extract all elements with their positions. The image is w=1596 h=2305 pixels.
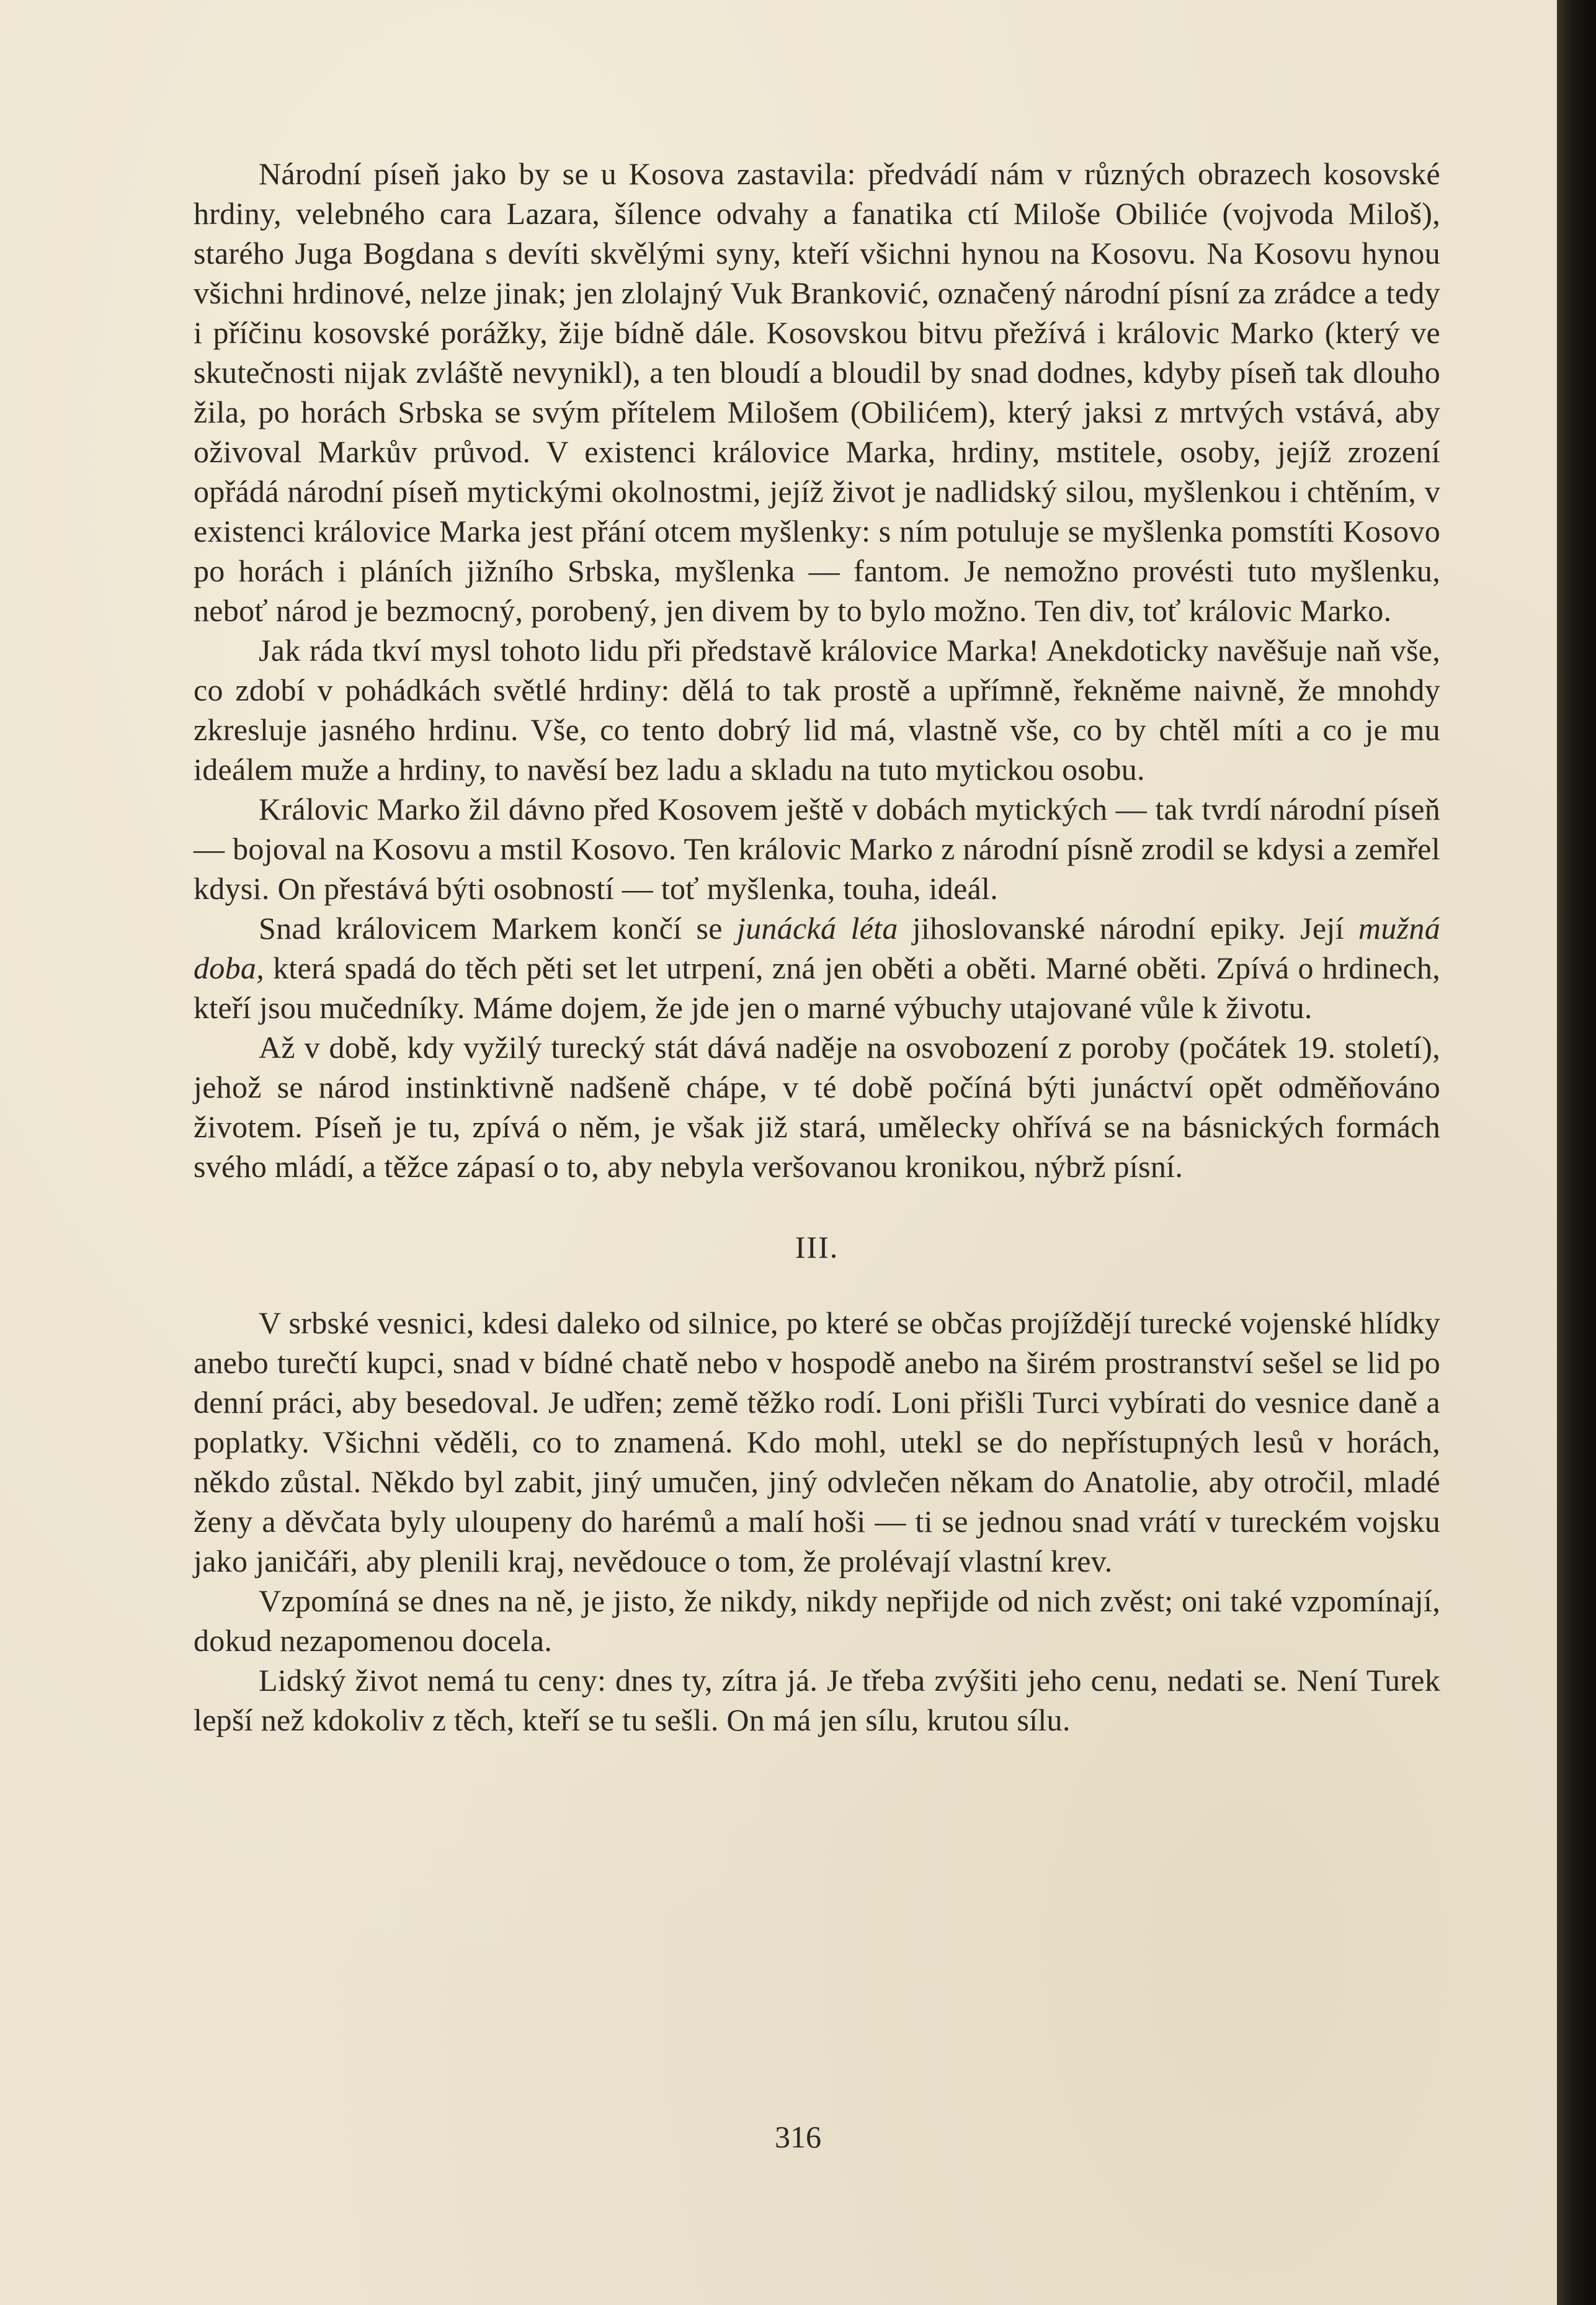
paragraph-serbian-village: V srbské vesnici, kdesi daleko od silnice, po které se občas projíždějí turecké vojenské hlídky anebo turečtí kupci, snad v bídné chatě nebo v hospodě anebo na širém prostranství sešel se lid po denní práci, aby besedoval. Je udřen; země těžko rodí. Loni přišli Turci vybírati do vesnice daně a poplatky. Všichni věděli, co to znamená. Kdo mohl, utekl se do nepřístupných lesů v horách, někdo zůstal. Někdo byl zabit, jiný umučen, jiný odvlečen někam do Anatolie, aby otročil, mladé ženy a děvčata byly uloupeny do harémů a malí hoši — ti se jednou snad vrátí v tureckém vojsku jako janičáři, aby plenili kraj, nevědouce o tom, že prolévají vlastní krev. bbox=[194, 1305, 1440, 1578]
emphasis-muzna-doba: mužná doba, bbox=[194, 911, 1440, 985]
text-run: jihoslovanské národní epiky. Její bbox=[898, 911, 1358, 946]
paragraph-marko-anecdotes: Jak ráda tkví mysl tohoto lidu při představě královice Marka! Anekdoticky navěšuje naň vše, co zdobí v pohádkách světlé hrdiny: dělá to tak prostě a upřímně, řekněme naivně, že mnohdy zkresluje jasného hrdinu. Vše, co tento dobrý lid má, vlastně vše, co by chtěl míti a co je mu ideálem muže a hrdiny, to navěsí bez ladu a skladu na tuto mytickou osobu. bbox=[194, 633, 1440, 787]
page-body bbox=[194, 154, 1440, 1740]
paragraph-junacka-leta bbox=[194, 908, 1440, 1027]
page-edge-shadow bbox=[1557, 0, 1596, 2305]
paragraph-19th-century: Až v době, kdy vyžilý turecký stát dává naděje na osvobození z poroby (počátek 19. století), jehož se národ instinktivně nadšeně chápe, v té době počíná býti junáctví opět odměňováno životem. Píseň je tu, zpívá o něm, je však již stará, umělecky ohřívá se na básnických formách svého mládí, a těžce zápasí o to, aby nebyla veršovanou kronikou, nýbrž písní. bbox=[194, 1030, 1440, 1184]
emphasis-junacka-leta: junácká léta bbox=[736, 911, 898, 946]
paragraph-remembrance: Vzpomíná se dnes na ně, je jisto, že nikdy, nikdy nepřijde od nich zvěst; oni také vzpomínají, dokud nezapomenou docela. bbox=[194, 1583, 1440, 1658]
text-run: Snad královicem Markem končí se bbox=[259, 911, 737, 946]
paragraph-kosovo-heroes: Národní píseň jako by se u Kosova zastavila: předvádí nám v různých obrazech kosovské hrdiny, velebného cara Lazara, šílence odvahy a fanatika ctí Miloše Obiliće (vojvoda Miloš), starého Juga Bogdana s devíti skvělými syny, kteří všichni hynou na Kosovu. Na Kosovu hynou všichni hrdinové, nelze jinak; jen zlolajný Vuk Branković, označený národní písní za zrádce a tedy i příčinu kosovské porážky, žije bídně dále. Kosovskou bitvu přežívá i královic Marko (který ve skutečnosti nijak zvláště nevynikl), a ten bloudí a bloudil by snad dodnes, kdyby píseň tak dlouho žila, po horách Srbska se svým přítelem Milošem (Obilićem), který jaksi z mrtvých vstává, aby oživoval Markův průvod. V existenci královice Marka, hrdiny, mstitele, osoby, jejíž zrození opřádá národní píseň mytickými okolnostmi, jejíž život je nadlidský silou, myšlenkou i chtěním, v existenci královice Marka jest přání otcem myšlenky: s ním potuluje se myšlenka pomstíti Kosovo po horách i pláních jižního Srbska, myšlenka — fantom. Je nemožno provésti tuto myšlenku, neboť národ je bezmocný, porobený, jen divem by to bylo možno. Ten div, toť královic Marko. bbox=[194, 156, 1440, 628]
section-heading: III. bbox=[795, 1230, 839, 1264]
page-number: 316 bbox=[775, 2119, 821, 2154]
paragraph-marko-myth: Královic Marko žil dávno před Kosovem ještě v dobách mytických — tak tvrdí národní píseň — bojoval na Kosovu a mstil Kosovo. Ten královic Marko z národní písně zrodil se kdysi a zemřel kdysi. On přestává býti osobností — toť myšlenka, touha, ideál. bbox=[194, 792, 1440, 906]
paragraph-human-life: Lidský život nemá tu ceny: dnes ty, zítra já. Je třeba zvýšiti jeho cenu, nedati se. Není Turek lepší než kdokoliv z těch, kteří se tu sešli. On má jen sílu, krutou sílu. bbox=[194, 1663, 1440, 1737]
text-run: která spadá do těch pěti set let utrpení, zná jen oběti a oběti. Marné oběti. Zpívá o hrdinech, kteří jsou mučedníky. Máme dojem, že jde jen o marné výbuchy utajované vůle k životu. bbox=[194, 951, 1440, 1025]
